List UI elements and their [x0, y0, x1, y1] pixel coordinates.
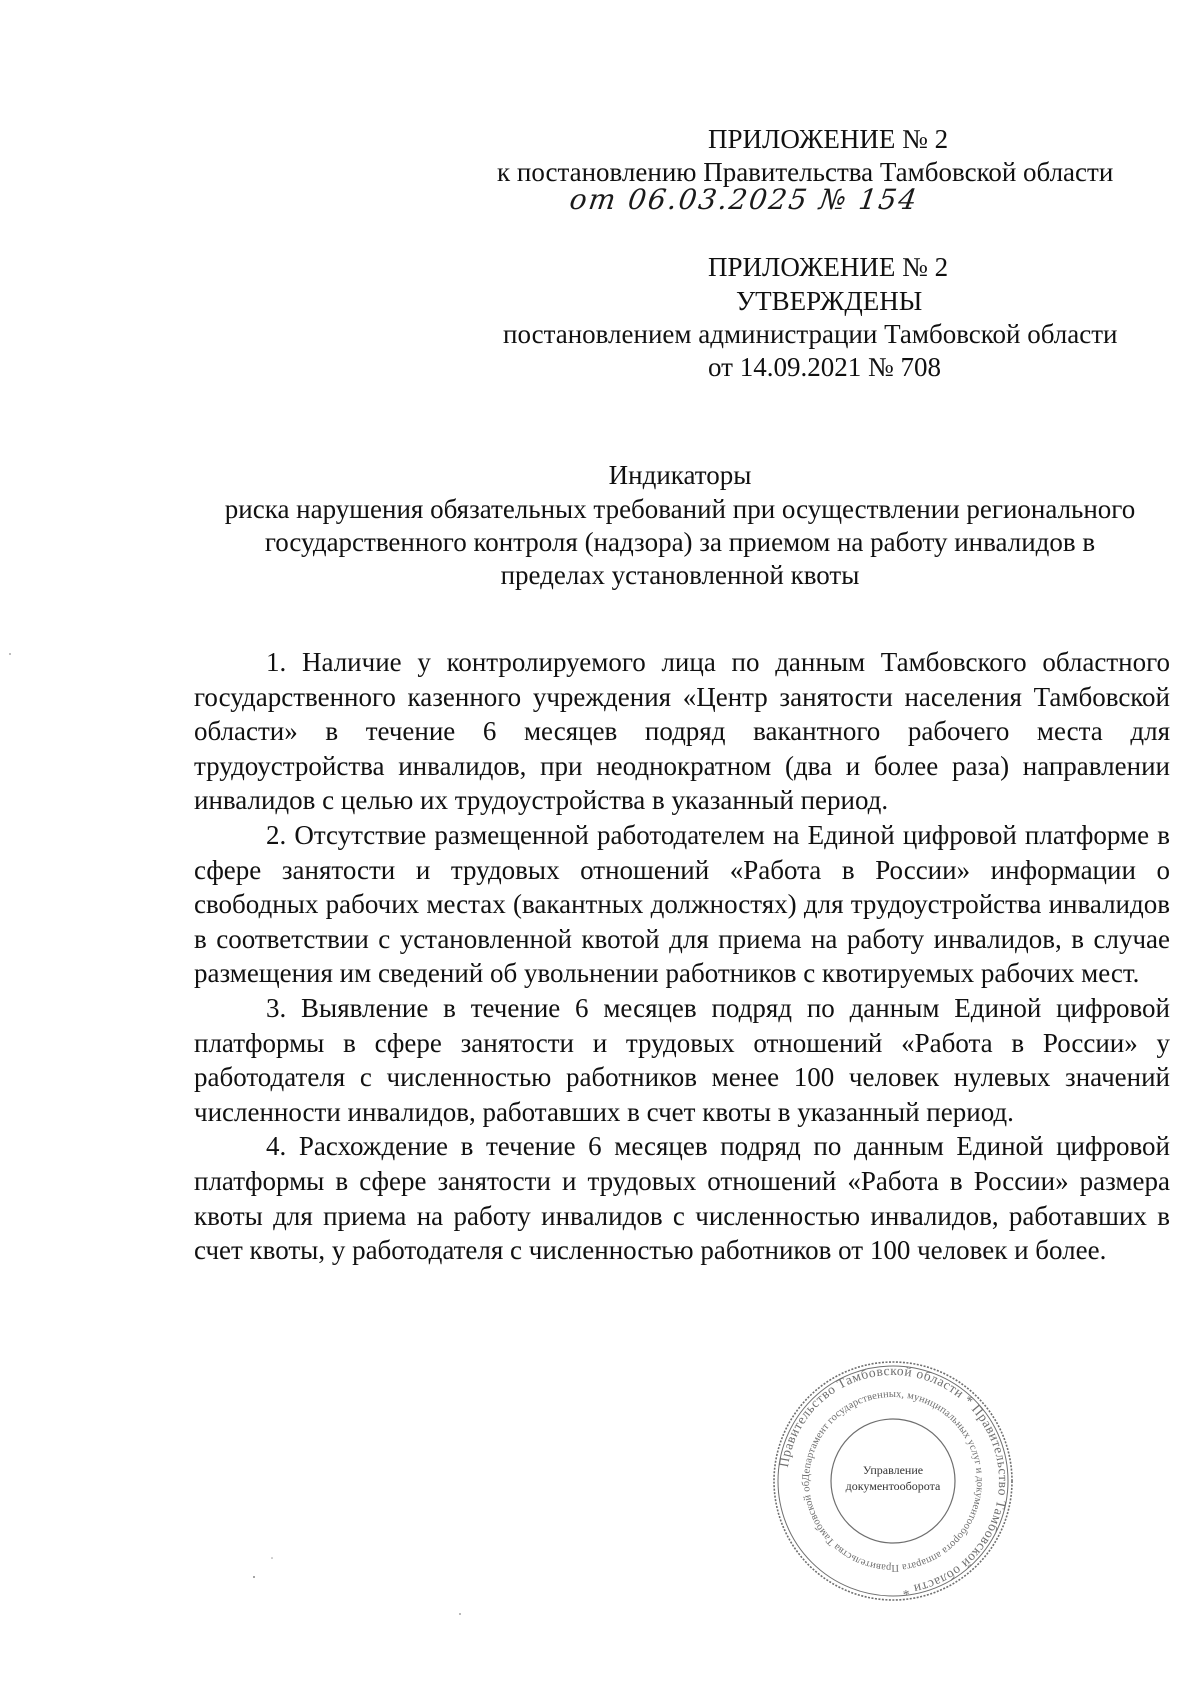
- stamp-center-line1: Управление: [862, 1463, 924, 1477]
- document-title: Индикаторы: [608, 460, 752, 490]
- document-subtitle-line3: пределах установленной квоты: [500, 560, 860, 590]
- indicator-paragraph-1: 1. Наличие у контролируемого лица по данным Тамбовского областного государственного казенного учреждения «Центр занятости населения Тамбовской области» в течение 6 месяцев подряд вакантного рабочего места для трудоустройства инвалидов, при неоднократном (два и более раза) направлении инвалидов с целью их трудоустройства в указанный период.: [194, 647, 1170, 816]
- stamp-center-text: [835, 1462, 951, 1494]
- official-stamp: [769, 1352, 1014, 1602]
- appendix-title: ПРИЛОЖЕНИЕ № 2: [708, 124, 949, 154]
- approval-resolution: постановлением администрации Тамбовской области: [503, 319, 1118, 349]
- approval-date-number: от 14.09.2021 № 708: [708, 352, 941, 382]
- indicator-paragraph-2: 2. Отсутствие размещенной работодателем на Единой цифровой платформе в сфере занятости и трудовых отношений «Работа в России» информации о свободных рабочих местах (вакантных должностях) для трудоустройства инвалидов в соответствии с установленной квотой для приема на работу инвалидов, в случае размещения им сведений об увольнении работников с квотируемых рабочих мест.: [194, 819, 1170, 989]
- handwritten-date-number: от 06.03.2025 № 154: [567, 183, 921, 216]
- stamp-center-line2: документооборота: [845, 1479, 941, 1493]
- document-body: [194, 645, 1170, 1268]
- indicator-paragraph-3: 3. Выявление в течение 6 месяцев подряд по данным Единой цифровой платформы в сфере занятости и трудовых отношений «Работа в России» у работодателя с численностью работников менее 100 человек нулевых значений численности инвалидов, работавших в счет квоты в указанный период.: [194, 992, 1170, 1127]
- approval-heading: УТВЕРЖДЕНЫ: [736, 286, 923, 316]
- resolution-reference: к постановлению Правительства Тамбовской области: [497, 157, 1114, 187]
- indicator-paragraph-4: 4. Расхождение в течение 6 месяцев подряд по данным Единой цифровой платформы в сфере занятости и трудовых отношений «Работа в России» размера квоты для приема на работу инвалидов с численностью инвалидов, работавших в счет квоты, у работодателя с численностью работников от 100 человек и более.: [194, 1131, 1170, 1266]
- document-subtitle-line1: риска нарушения обязательных требований при осуществлении регионального: [224, 494, 1136, 524]
- document-subtitle-line2: государственного контроля (надзора) за приемом на работу инвалидов в: [264, 527, 1096, 557]
- approval-appendix-title: ПРИЛОЖЕНИЕ № 2: [708, 252, 949, 282]
- stamp-inner-ring-text: Департамент государственных, муниципальных услуг и документооборота аппарата Правительства Тамбовской области: [769, 1352, 986, 1574]
- stamp-outer-ring-text: Правительство Тамбовской области * Правительство Тамбовской области *: [775, 1362, 1012, 1599]
